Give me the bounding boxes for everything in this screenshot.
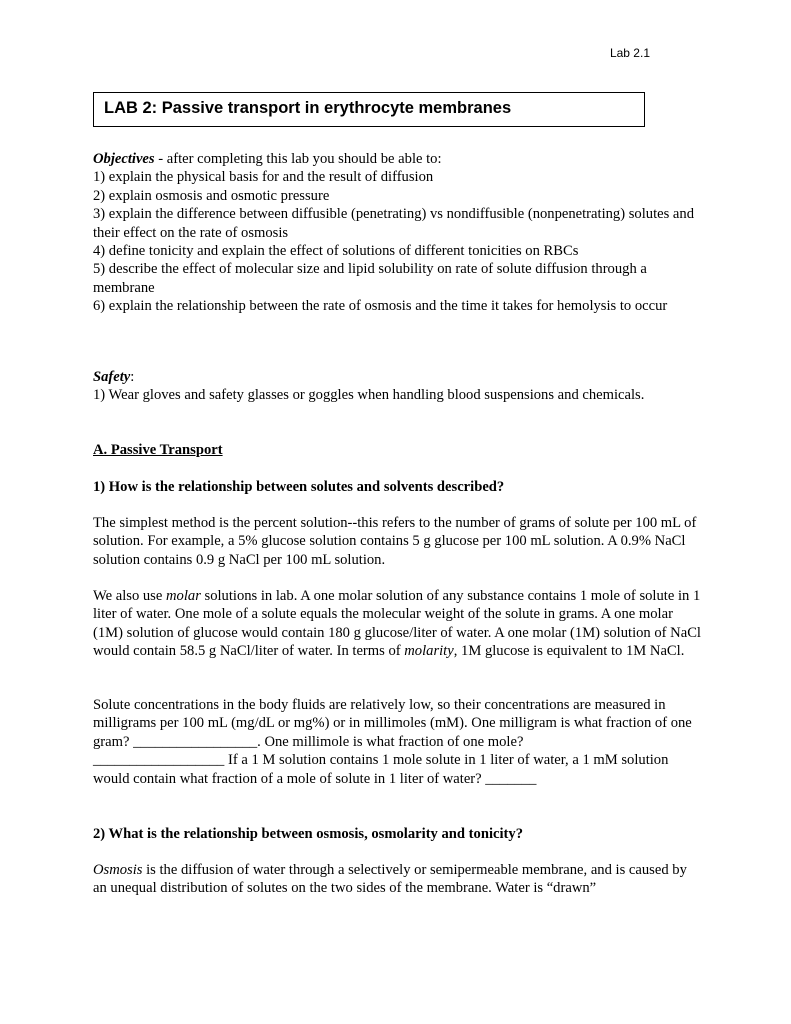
paragraph-3a: Solute concentrations in the body fluids are relatively low, so their concentrations are measured in milligrams per 100 mL (mg/dL or mg%) or in millimoles (mM). One milligram is what fraction of one gram? _________________. One millimole is what fraction of one mole?: [93, 697, 692, 750]
safety-colon: :: [130, 369, 135, 385]
paragraph-1: The simplest method is the percent solution--this refers to the number of grams of solute per 100 mL of solution. For example, a 5% glucose solution contains 5 g glucose per 100 mL solution. A 0.9% NaCl solution contains 0.9 g NaCl per 100 mL solution.: [93, 515, 697, 568]
page-header-label: Lab 2.1: [609, 46, 650, 60]
objective-item: 2) explain osmosis and osmotic pressure: [93, 187, 330, 204]
paragraph-2-text-c: , 1M glucose is equivalent to 1M NaCl.: [453, 643, 685, 660]
paragraph-4: [93, 861, 703, 898]
lab-title-box: [93, 92, 645, 127]
paragraph-molar-solution: [93, 587, 703, 661]
question-1: 1) How is the relationship between solutes and solvents described?: [93, 479, 505, 495]
paragraph-body-fluids: [93, 696, 703, 788]
safety-heading: Safety: [93, 369, 131, 385]
question-1-block: [93, 478, 703, 496]
section-a-heading-block: [93, 441, 703, 459]
paragraph-4-text: is the diffusion of water through a selectively or semipermeable membrane, and is caused by an unequal distribution of solutes on the two sides of the membrane. Water is “drawn”: [93, 862, 687, 897]
objective-item: 4) define tonicity and explain the effect of solutions of different tonicities on RBCs: [93, 243, 579, 260]
paragraph-2-text-a: We also use: [93, 588, 166, 604]
paragraph-2-text-b: solutions in lab. A one molar solution of any substance contains 1 mole of solute in 1 liter of water. One mole of a solute equals the molecular weight of the solute in grams. A one molar (1M) solution of glucose would contain 180 g glucose/liter of water. A one molar (1M) solution of NaCl would contain 58.5 g NaCl/liter of water. In terms of: [93, 588, 701, 660]
objectives-section: [93, 150, 703, 316]
paragraph-2: [93, 587, 703, 661]
objectives-heading: Objectives: [93, 151, 155, 167]
paragraph-osmosis: [93, 861, 703, 898]
safety-heading-line: [93, 368, 703, 386]
question-2-block: [93, 825, 703, 843]
lab-title: LAB 2: Passive transport in erythrocyte membranes: [104, 99, 512, 117]
objective-item: 1) explain the physical basis for and the result of diffusion: [93, 169, 434, 186]
question-2: 2) What is the relationship between osmosis, osmolarity and tonicity?: [93, 826, 523, 842]
safety-section: [93, 368, 703, 405]
paragraph-3b: __________________ If a 1 M solution contains 1 mole solute in 1 liter of water, a 1 mM solution would contain what fraction of a mole of solute in 1 liter of water? _______: [93, 752, 669, 787]
paragraph-percent-solution: [93, 514, 703, 569]
objective-item: 5) describe the effect of molecular size and lipid solubility on rate of solute diffusion through a membrane: [93, 261, 647, 296]
objectives-intro-line: [93, 150, 703, 168]
term-molar: molar: [166, 588, 201, 604]
safety-item: 1) Wear gloves and safety glasses or goggles when handling blood suspensions and chemicals.: [93, 387, 645, 404]
objective-item: 3) explain the difference between diffusible (penetrating) vs nondiffusible (nonpenetrating) solutes and their effect on the rate of osmosis: [93, 206, 694, 241]
term-osmosis: Osmosis: [93, 862, 143, 878]
term-molarity: molarity: [404, 643, 454, 660]
objective-item: 6) explain the relationship between the rate of osmosis and the time it takes for hemolysis to occur: [93, 298, 668, 315]
section-a-heading: A. Passive Transport: [93, 442, 223, 458]
objectives-intro: - after completing this lab you should be able to:: [154, 151, 442, 167]
